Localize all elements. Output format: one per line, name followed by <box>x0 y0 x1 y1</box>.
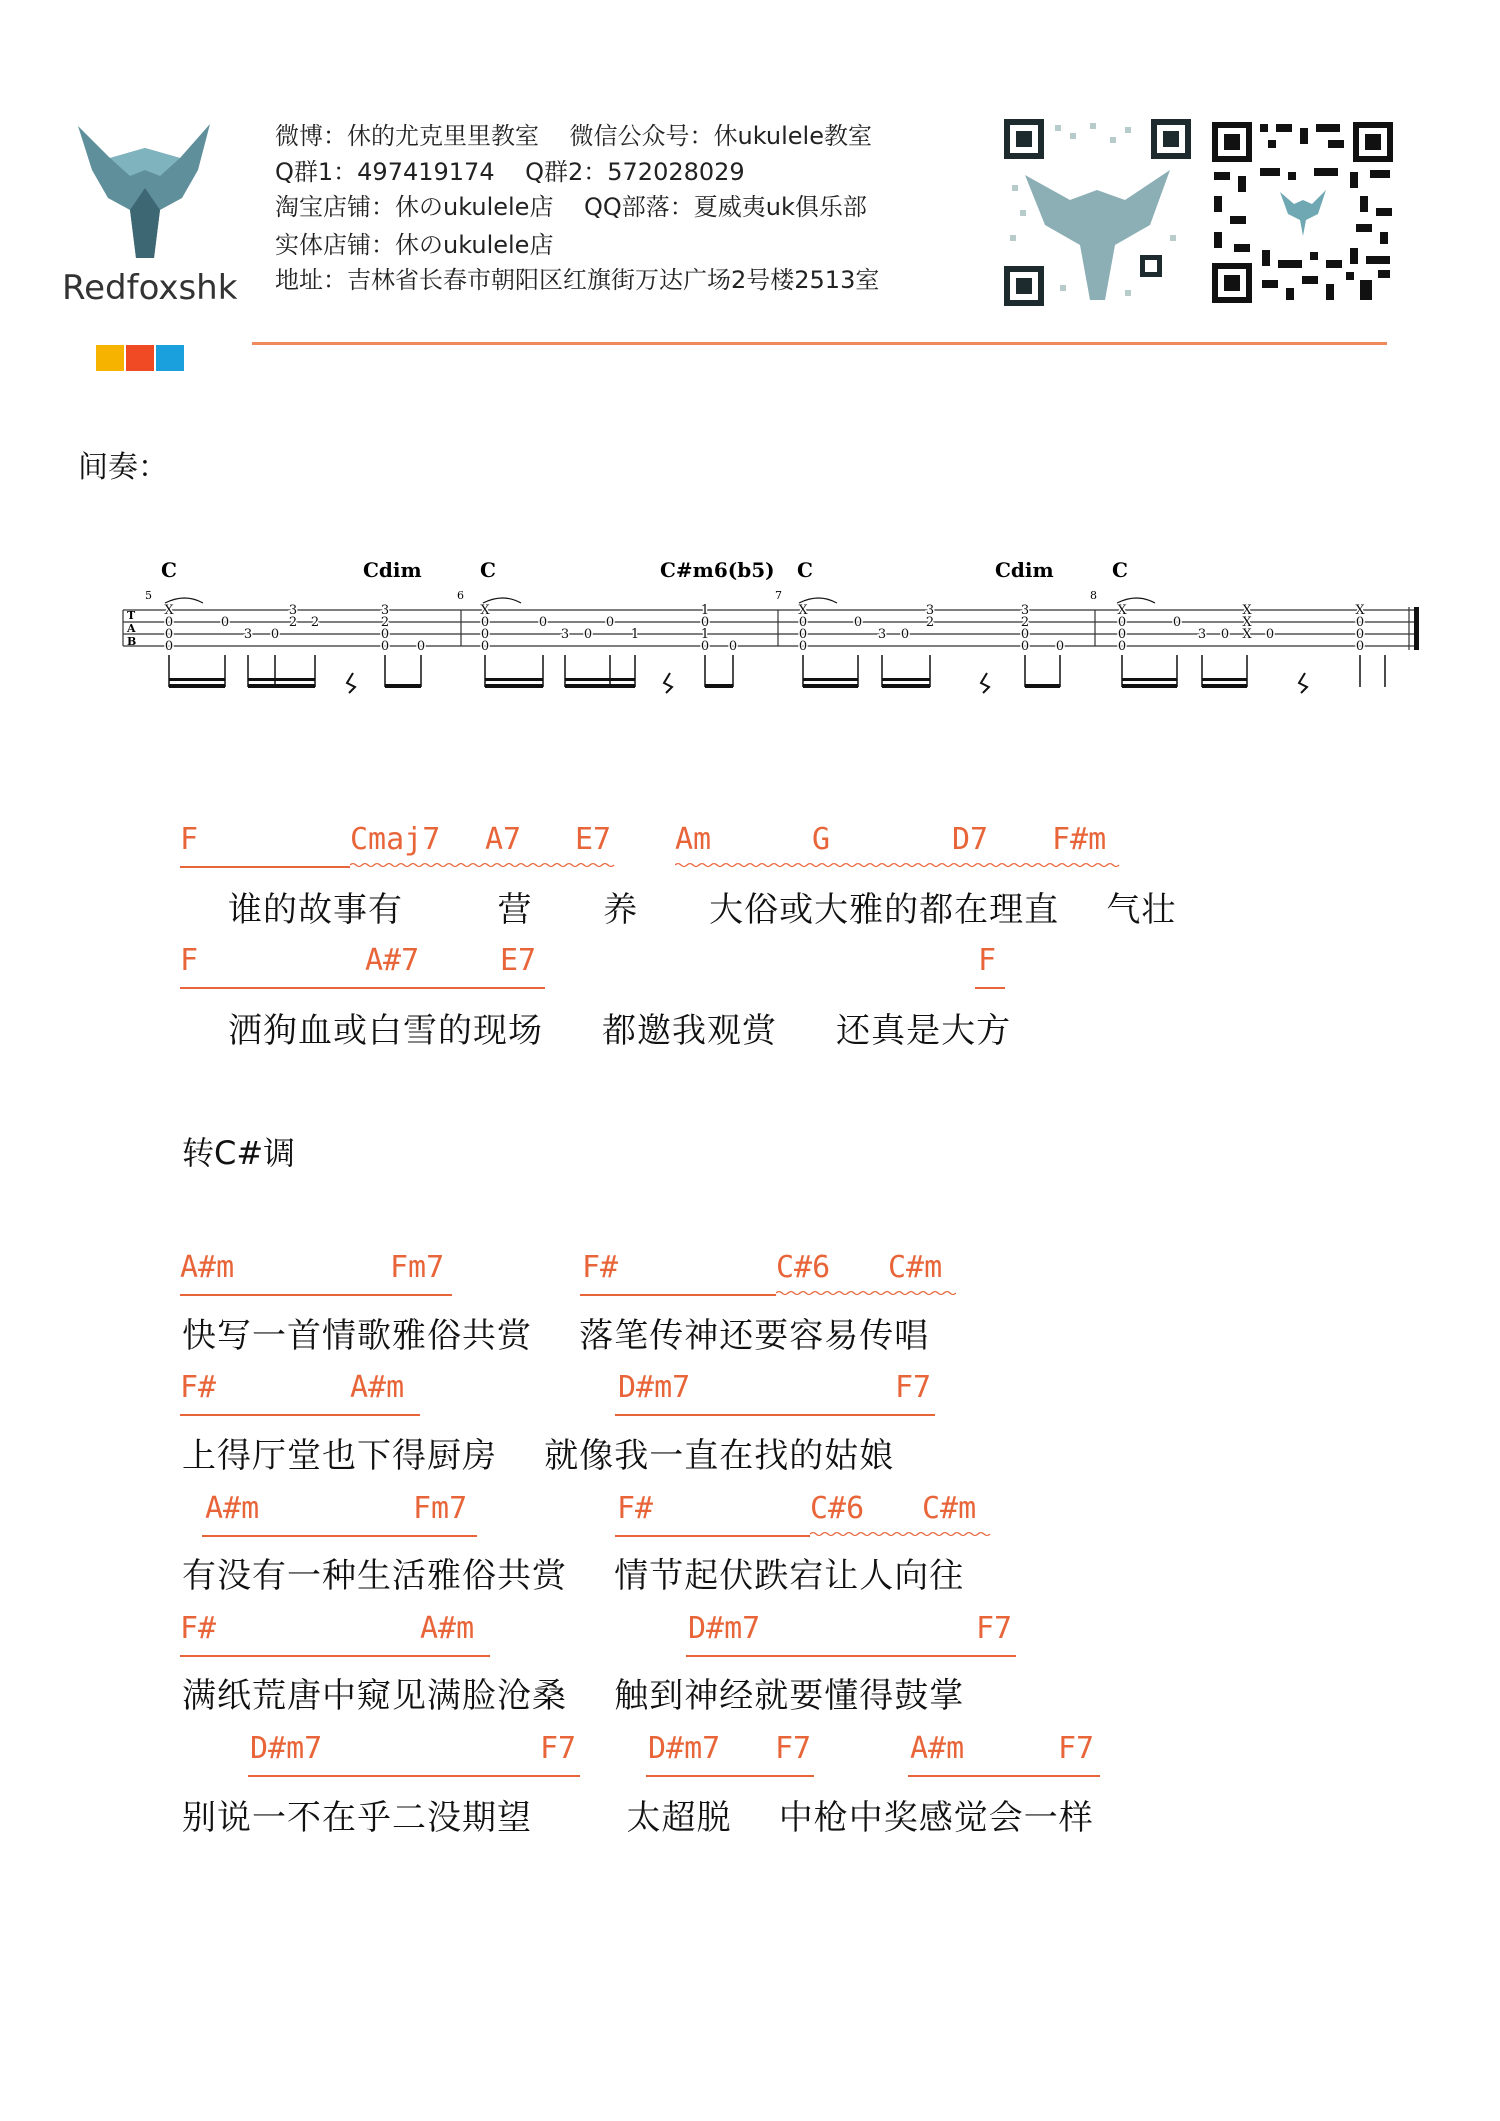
svg-text:X: X <box>480 603 490 618</box>
svg-text:0: 0 <box>270 627 280 642</box>
chord: C#6 <box>810 1491 865 1526</box>
tab-chord: C <box>797 558 813 582</box>
chord: A#m <box>910 1731 965 1766</box>
svg-text:X: X <box>1355 603 1365 618</box>
svg-text:0: 0 <box>480 615 490 630</box>
svg-text:0: 0 <box>1117 627 1127 642</box>
chord-underline <box>180 866 350 868</box>
tab-chord: Cdim <box>995 558 1054 582</box>
chord-underline <box>180 1655 490 1657</box>
svg-text:0: 0 <box>605 615 615 630</box>
svg-text:0: 0 <box>728 639 738 654</box>
svg-text:3: 3 <box>380 603 390 618</box>
svg-text:0: 0 <box>480 639 490 654</box>
header-divider <box>252 342 1387 345</box>
qr-code-weibo <box>1000 115 1195 310</box>
svg-text:0: 0 <box>1117 639 1127 654</box>
chord: D#m7 <box>648 1731 721 1766</box>
info-line-5: 地址：吉林省长春市朝阳区红旗街万达广场2号楼2513室 <box>275 266 880 294</box>
chord: A7 <box>485 822 522 857</box>
svg-text:2: 2 <box>925 615 935 630</box>
svg-text:3: 3 <box>288 603 298 618</box>
svg-text:2: 2 <box>380 615 390 630</box>
svg-text:0: 0 <box>1355 627 1365 642</box>
chord-underline <box>975 987 1005 989</box>
svg-text:0: 0 <box>700 639 710 654</box>
chord: F# <box>180 1370 217 1405</box>
chord-underline <box>202 1535 477 1537</box>
chord: D#m7 <box>250 1731 323 1766</box>
chord: F <box>180 822 199 857</box>
svg-text:0: 0 <box>1265 627 1275 642</box>
chord: D7 <box>952 822 989 857</box>
chord: Fm7 <box>390 1250 445 1285</box>
chord-underline <box>580 1294 776 1296</box>
chord: D#m7 <box>618 1370 691 1405</box>
svg-text:2: 2 <box>310 615 320 630</box>
svg-text:A: A <box>127 622 136 635</box>
interlude-tab <box>115 555 1435 705</box>
lyric-line: 有没有一种生活雅俗共赏 情节起伏跌宕让人向往 <box>182 1556 965 1596</box>
svg-text:0: 0 <box>1020 627 1030 642</box>
svg-text:0: 0 <box>1020 639 1030 654</box>
qr-code-wechat <box>1210 120 1395 305</box>
svg-text:2: 2 <box>288 615 298 630</box>
svg-text:0: 0 <box>480 627 490 642</box>
svg-text:0: 0 <box>220 615 230 630</box>
chord-underline <box>180 987 545 989</box>
swatch-red <box>126 345 154 371</box>
lyric-line: 上得厅堂也下得厨房 就像我一直在找的姑娘 <box>182 1436 895 1476</box>
tab-chord: Cdim <box>363 558 422 582</box>
svg-text:1: 1 <box>700 603 710 618</box>
svg-text:T: T <box>127 609 136 622</box>
chord: Cmaj7 <box>350 822 441 857</box>
svg-text:X: X <box>1117 603 1127 618</box>
svg-text:0: 0 <box>1355 639 1365 654</box>
info-line-3: 淘宝店铺：休のukulele店 QQ部落：夏威夷uk俱乐部 <box>275 193 867 221</box>
svg-text:0: 0 <box>700 615 710 630</box>
fox-logo <box>70 118 220 263</box>
svg-text:X: X <box>1242 615 1252 630</box>
chord: F# <box>180 1611 217 1646</box>
svg-text:0: 0 <box>164 639 174 654</box>
brand-name: Redfoxshk <box>62 268 238 308</box>
svg-text:0: 0 <box>1055 639 1065 654</box>
chord: F <box>978 943 997 978</box>
svg-text:0: 0 <box>416 639 426 654</box>
chord: E7 <box>500 943 537 978</box>
chord: C#m <box>888 1250 943 1285</box>
svg-text:0: 0 <box>853 615 863 630</box>
svg-text:X: X <box>798 603 808 618</box>
chord: Fm7 <box>413 1491 468 1526</box>
chord-underline <box>908 1775 1100 1777</box>
chord-underline <box>180 1294 452 1296</box>
svg-text:1: 1 <box>700 627 710 642</box>
chord: F# <box>617 1491 654 1526</box>
interlude-label: 间奏： <box>78 450 168 485</box>
svg-text:0: 0 <box>1355 615 1365 630</box>
chord-underline <box>180 1414 420 1416</box>
svg-text:0: 0 <box>1172 615 1182 630</box>
svg-text:3: 3 <box>1197 627 1207 642</box>
chord: F7 <box>895 1370 932 1405</box>
chord: G <box>812 822 831 857</box>
chord: A#7 <box>365 943 420 978</box>
chord: F# <box>582 1250 619 1285</box>
svg-text:0: 0 <box>164 615 174 630</box>
swatch-yellow <box>96 345 124 371</box>
svg-text:0: 0 <box>798 627 808 642</box>
measure-number: 5 <box>145 589 152 602</box>
lyric-line: 快写一首情歌雅俗共赏 落笔传神还要容易传唱 <box>182 1316 930 1356</box>
svg-text:0: 0 <box>1220 627 1230 642</box>
tab-chord: C#m6(b5) <box>660 558 775 582</box>
info-line-4: 实体店铺：休のukulele店 <box>275 231 554 259</box>
chord: A#m <box>420 1611 475 1646</box>
chord: A#m <box>350 1370 405 1405</box>
chord-wavy-underline <box>675 862 1120 868</box>
svg-text:0: 0 <box>538 615 548 630</box>
svg-text:X: X <box>1242 627 1252 642</box>
chord-underline <box>615 1414 935 1416</box>
svg-text:X: X <box>164 603 174 618</box>
chord: A#m <box>205 1491 260 1526</box>
tab-chord: C <box>161 558 177 582</box>
tab-chord: C <box>480 558 496 582</box>
chord-underline <box>615 1535 810 1537</box>
chord: F7 <box>976 1611 1013 1646</box>
chord: F7 <box>775 1731 812 1766</box>
svg-text:0: 0 <box>380 627 390 642</box>
chord-wavy-underline <box>776 1290 956 1296</box>
info-line-2: Q群1：497419174 Q群2：572028029 <box>275 158 745 186</box>
svg-text:3: 3 <box>925 603 935 618</box>
swatch-blue <box>156 345 184 371</box>
lyric-line: 洒狗血或白雪的现场 都邀我观赏 还真是大方 <box>228 1011 1012 1051</box>
measure-number: 8 <box>1090 589 1097 602</box>
measure-number: 7 <box>775 589 782 602</box>
chord: F <box>180 943 199 978</box>
svg-text:0: 0 <box>798 615 808 630</box>
lyric-line: 谁的故事有 营 养 大俗或大雅的都在理直 气壮 <box>228 890 1177 930</box>
lyric-line: 满纸荒唐中窥见满脸沧桑 触到神经就要懂得鼓掌 <box>182 1676 965 1716</box>
svg-text:X: X <box>1242 603 1252 618</box>
chord-wavy-underline <box>350 862 615 868</box>
svg-text:0: 0 <box>1117 615 1127 630</box>
chord: C#m <box>922 1491 977 1526</box>
lyric-line: 别说一不在乎二没期望 太超脱 中枪中奖感觉会一样 <box>182 1798 1094 1838</box>
svg-text:3: 3 <box>1020 603 1030 618</box>
info-line-1: 微博：休的尤克里里教室 微信公众号：休ukulele教室 <box>275 122 872 150</box>
svg-text:3: 3 <box>560 627 570 642</box>
svg-text:2: 2 <box>1020 615 1030 630</box>
chord-underline <box>248 1775 580 1777</box>
svg-text:3: 3 <box>243 627 253 642</box>
chord: D#m7 <box>688 1611 761 1646</box>
svg-text:3: 3 <box>877 627 887 642</box>
chord: F7 <box>540 1731 577 1766</box>
tab-chord: C <box>1112 558 1128 582</box>
svg-text:1: 1 <box>630 627 640 642</box>
svg-text:0: 0 <box>798 639 808 654</box>
svg-text:B: B <box>127 635 137 648</box>
key-change-label: 转C#调 <box>182 1134 296 1172</box>
svg-text:0: 0 <box>380 639 390 654</box>
chord: E7 <box>575 822 612 857</box>
chord: Am <box>675 822 712 857</box>
svg-text:0: 0 <box>583 627 593 642</box>
chord: F7 <box>1058 1731 1095 1766</box>
measure-number: 6 <box>457 589 464 602</box>
chord-underline <box>646 1775 814 1777</box>
svg-text:0: 0 <box>900 627 910 642</box>
chord: C#6 <box>776 1250 831 1285</box>
chord-underline <box>686 1655 1016 1657</box>
chord-wavy-underline <box>810 1531 992 1537</box>
chord: A#m <box>180 1250 235 1285</box>
chord: F#m <box>1052 822 1107 857</box>
svg-text:0: 0 <box>164 627 174 642</box>
